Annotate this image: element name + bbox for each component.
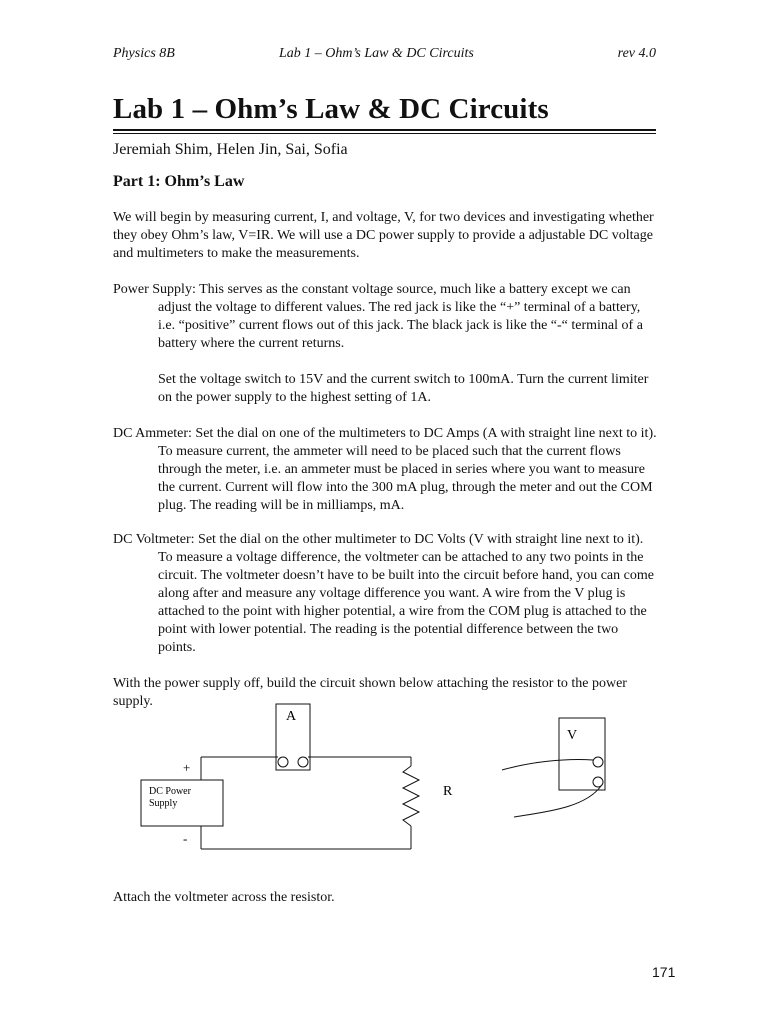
power-supply-settings-paragraph: Set the voltage switch to 15V and the current switch to 100mA. Turn the current limiter on the power supply to the highest setting of 1A. <box>158 372 649 405</box>
ammeter-label: A <box>286 709 297 724</box>
section-heading: Part 1: Ohm’s Law <box>113 173 245 190</box>
plus-label: + <box>183 760 191 775</box>
resistor-label: R <box>443 784 453 799</box>
voltmeter-label: V <box>567 728 578 743</box>
voltmeter-lead-top <box>502 759 593 770</box>
minus-label: - <box>183 831 188 846</box>
ammeter-plug-left <box>278 757 288 767</box>
power-supply-label-2: Supply <box>149 798 178 809</box>
header-course: Physics 8B <box>113 46 175 61</box>
header-revision: rev 4.0 <box>617 46 656 61</box>
power-supply-paragraph: Power Supply: This serves as the constant voltage source, much like a battery except we can adjust the voltage to different values. The red jack is like the “+” terminal of a battery, i.e. “positive” current flows out of this jack. The black jack is like the “-“ terminal of a battery where the current returns. <box>113 282 643 351</box>
authors: Jeremiah Shim, Helen Jin, Sai, Sofia <box>113 141 348 158</box>
voltmeter-paragraph: DC Voltmeter: Set the dial on the other multimeter to DC Volts (V with straight line next to it). To measure a voltage difference, the voltmeter can be attached to any two points in the circuit. The voltmeter doesn’t have to be built into the circuit before hand, you can come along after and measure any voltage difference you want. A wire from the V plug is attached to the point with higher potential, a wire from the COM plug is attached to the point with lower potential. The reading is the potential difference between the two points. <box>113 532 654 655</box>
build-instruction: With the power supply off, build the circuit shown below attaching the resistor to the power supply. <box>113 676 627 709</box>
page-title: Lab 1 – Ohm’s Law & DC Circuits <box>113 93 549 125</box>
header-lab-title: Lab 1 – Ohm’s Law & DC Circuits <box>279 46 474 61</box>
power-supply-label-1: DC Power <box>149 786 191 797</box>
ammeter-paragraph: DC Ammeter: Set the dial on one of the multimeters to DC Amps (A with straight line next to it). To measure current, the ammeter will need to be placed such that the current flows through the meter, i.e. an ammeter must be placed in series where you want to measure the current. Current will flow into the 300 mA plug, through the meter and out the COM plug. The reading will be in milliamps, mA. <box>113 426 657 513</box>
ammeter-plug-right <box>298 757 308 767</box>
voltmeter-plug-top <box>593 757 603 767</box>
voltmeter-lead-bottom <box>514 786 601 817</box>
attach-instruction: Attach the voltmeter across the resistor. <box>113 890 335 905</box>
voltmeter-plug-bottom <box>593 777 603 787</box>
resistor <box>403 766 419 826</box>
page-number: 171 <box>652 964 676 980</box>
intro-paragraph: We will begin by measuring current, I, and voltage, V, for two devices and investigating whether they obey Ohm’s law, V=IR. We will use a DC power supply to provide a adjustable DC voltage and multimeters to make the measurements. <box>113 210 654 261</box>
